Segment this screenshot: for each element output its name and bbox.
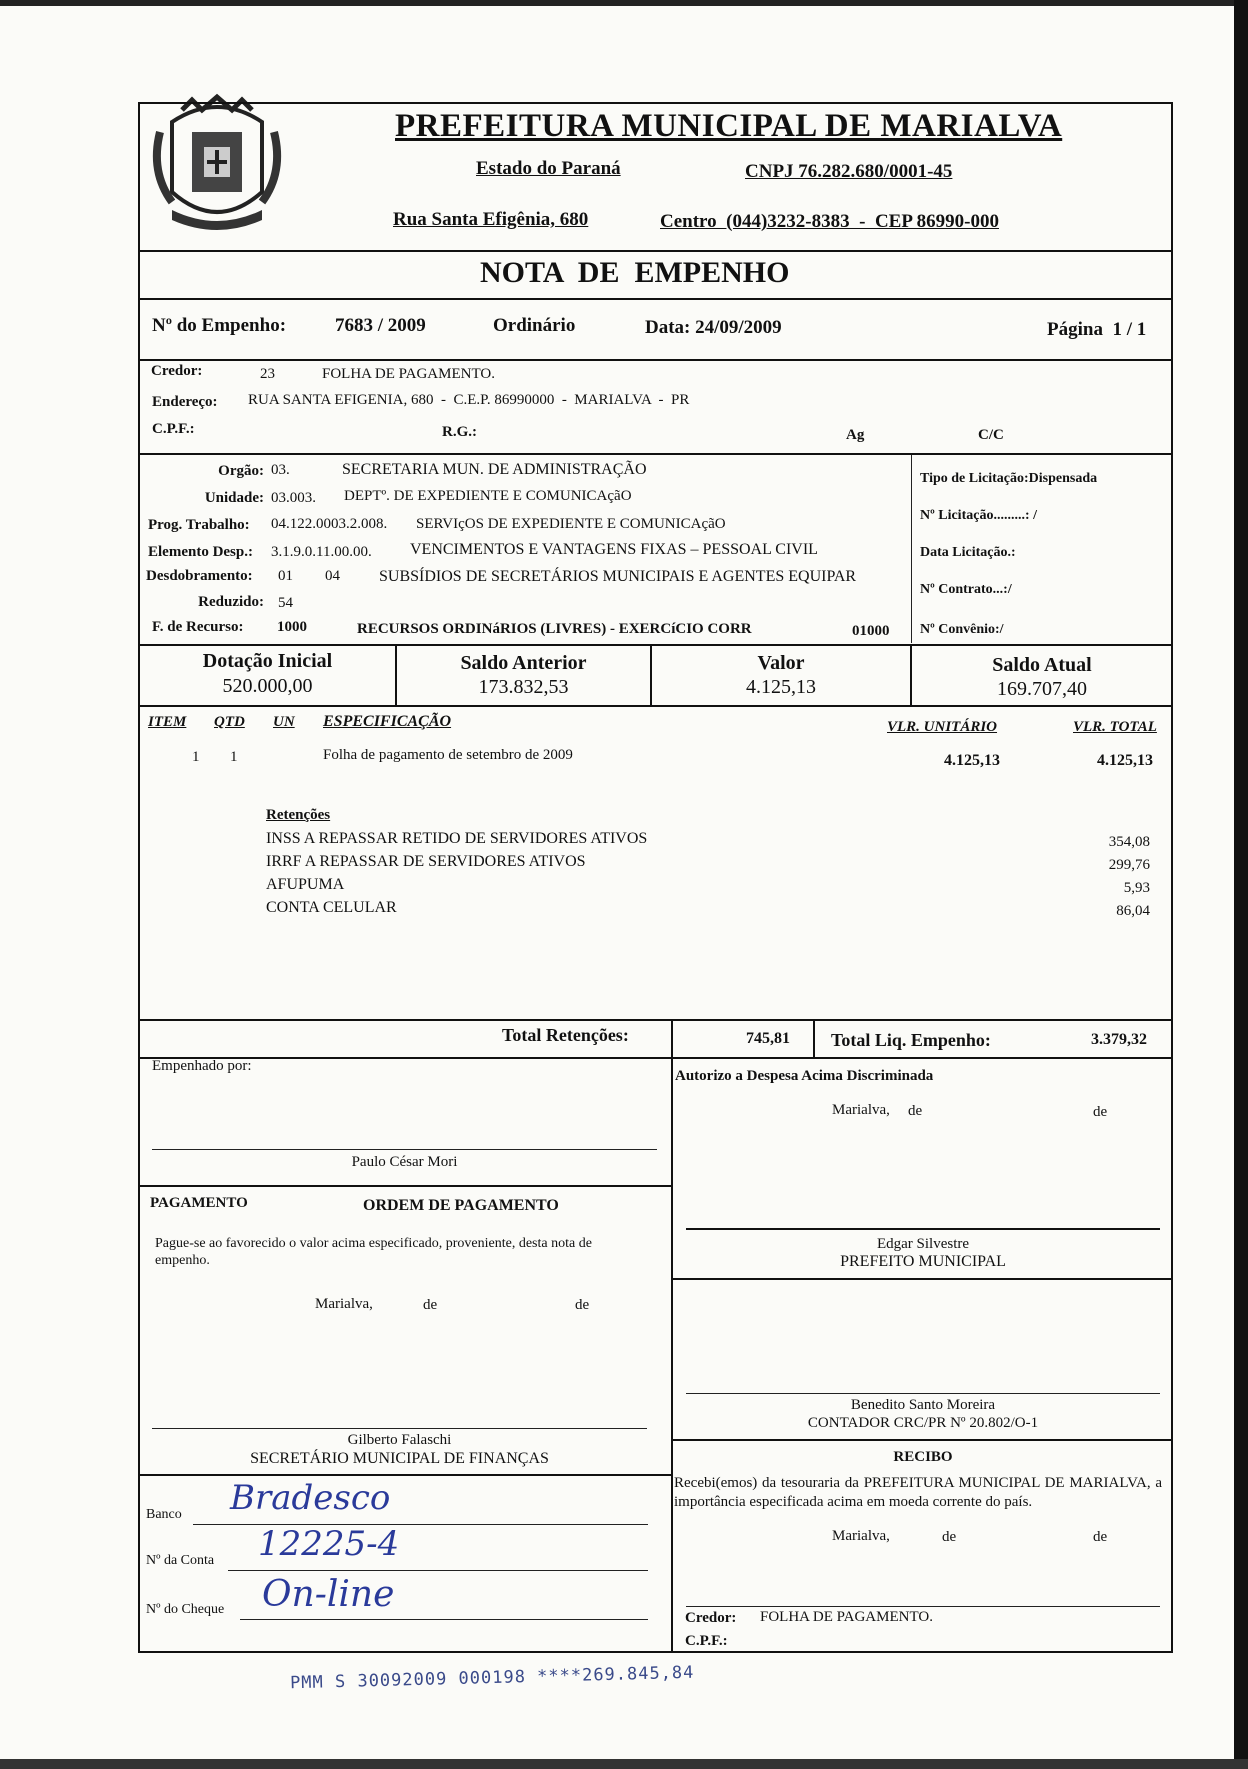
empenho-number-label: Nº do Empenho: — [152, 315, 287, 336]
divider — [138, 1019, 1173, 1021]
pagamento-de-1: de — [423, 1297, 438, 1313]
secretario-name: Gilberto Falaschi — [347, 1432, 452, 1448]
un-header: UN — [273, 714, 295, 730]
credor-name: FOLHA DE PAGAMENTO. — [322, 366, 495, 382]
divider-vertical — [813, 1019, 815, 1059]
prefeito-name: Edgar Silvestre — [876, 1236, 970, 1252]
item-vlr-unitario: 4.125,13 — [944, 752, 1000, 769]
signature-line — [686, 1606, 1160, 1607]
total-liquido-label: Total Liq. Empenho: — [831, 1030, 991, 1050]
divider — [138, 705, 1173, 707]
data-licitacao: Data Licitação.: — [920, 545, 1016, 560]
orgao-label: Orgão: — [218, 463, 264, 479]
desdobramento-code-2: 04 — [325, 568, 340, 584]
pagamento-local: Marialva, — [315, 1296, 373, 1312]
list-item-value: 354,08 — [1108, 834, 1150, 850]
divider — [138, 453, 1173, 455]
ordem-pagamento-title: ORDEM DE PAGAMENTO — [363, 1197, 559, 1214]
orgao-code: 03. — [271, 462, 290, 478]
endereco-value: RUA SANTA EFIGENIA, 680 - C.E.P. 86990000 - MARIALVA - PR — [248, 392, 690, 408]
vlr-total-header: VLR. TOTAL — [1073, 719, 1157, 735]
item-qtd: 1 — [230, 749, 238, 765]
autorizo-text: Autorizo a Despesa Acima Discriminada — [675, 1068, 934, 1084]
autorizo-local: Marialva, — [832, 1102, 890, 1118]
conta-line — [228, 1570, 648, 1571]
document-title: NOTA DE EMPENHO — [480, 256, 790, 289]
saldo-anterior-value: 173.832,53 — [478, 676, 569, 698]
cheque-handwritten: On-line — [262, 1574, 395, 1615]
numero-licitacao: Nº Licitação.........: / — [920, 508, 1037, 523]
dotacao-value: 520.000,00 — [222, 675, 313, 697]
list-item-value: 5,93 — [1123, 880, 1150, 896]
credor-final-label: Credor: — [685, 1610, 737, 1626]
pagamento-label: PAGAMENTO — [150, 1195, 248, 1211]
qtd-header: QTD — [214, 714, 245, 730]
orgao-name: SECRETARIA MUN. DE ADMINISTRAÇÃO — [342, 461, 647, 478]
list-item: IRRF A REPASSAR DE SERVIDORES ATIVOS — [266, 853, 586, 870]
header-address-rest: Centro (044)3232-8383 - CEP 86990-000 — [660, 211, 999, 232]
cc-label: C/C — [978, 427, 1004, 443]
total-retencoes-value: 745,81 — [746, 1030, 790, 1047]
header-cnpj: CNPJ 76.282.680/0001-45 — [745, 161, 953, 182]
empenho-number: 7683 / 2009 — [335, 315, 426, 336]
recibo-de-2: de — [1093, 1529, 1108, 1545]
item-especificacao: Folha de pagamento de setembro de 2009 — [323, 747, 573, 763]
total-liquido-value: 3.379,32 — [1091, 1031, 1147, 1048]
recurso-code-2: 01000 — [852, 623, 890, 639]
header-title: PREFEITURA MUNICIPAL DE MARIALVA — [395, 108, 1063, 144]
page-number: Página 1 / 1 — [1047, 319, 1147, 340]
retencoes-title: Retenções — [266, 807, 331, 823]
list-item: AFUPUMA — [266, 876, 345, 893]
divider — [138, 644, 1173, 646]
divider — [138, 1057, 1173, 1059]
elemento-code: 3.1.9.0.11.00.00. — [271, 544, 372, 560]
recibo-title: RECIBO — [893, 1449, 953, 1465]
divider-vertical — [671, 1019, 673, 1059]
numero-contrato: Nº Contrato...:/ — [920, 582, 1012, 597]
pague-se-text: Pague-se ao favorecido o valor acima especificado, proveniente, desta nota de empenho. — [155, 1236, 592, 1268]
valor-value: 4.125,13 — [746, 676, 816, 698]
rg-label: R.G.: — [442, 424, 477, 440]
signature-line — [152, 1149, 657, 1150]
unidade-name: DEPTº. DE EXPEDIENTE E COMUNICAçãO — [344, 488, 632, 504]
saldo-anterior-label: Saldo Anterior — [460, 652, 587, 674]
prog-label: Prog. Trabalho: — [148, 517, 250, 533]
reduzido-label: Reduzido: — [198, 594, 264, 610]
desdobramento-label: Desdobramento: — [146, 568, 253, 584]
divider — [138, 298, 1173, 300]
item-number: 1 — [192, 749, 200, 765]
endereco-label: Endereço: — [152, 394, 218, 410]
pagamento-de-2: de — [575, 1297, 590, 1313]
vlr-unitario-header: VLR. UNITÁRIO — [887, 719, 998, 735]
saldo-atual-value: 169.707,40 — [997, 678, 1087, 700]
empenho-type: Ordinário — [493, 315, 576, 336]
contador-cargo: CONTADOR CRC/PR Nº 20.802/O-1 — [807, 1415, 1039, 1431]
recibo-local: Marialva, — [832, 1528, 890, 1544]
total-retencoes-label: Total Retenções: — [502, 1025, 629, 1045]
especificacao-header: ESPECIFICAÇÃO — [323, 713, 452, 730]
divider-vertical — [911, 455, 912, 643]
recurso-label: F. de Recurso: — [152, 619, 244, 635]
header-address: Rua Santa Efigênia, 680 — [393, 209, 589, 230]
divider — [138, 359, 1173, 361]
desdobramento-code-1: 01 — [278, 568, 293, 584]
autorizo-de-1: de — [908, 1103, 923, 1119]
prog-code: 04.122.0003.2.008. — [271, 516, 388, 532]
reduzido-value: 54 — [278, 595, 293, 611]
list-item-value: 86,04 — [1116, 903, 1150, 919]
ag-label: Ag — [846, 427, 865, 443]
item-header: ITEM — [148, 714, 187, 730]
bank-stamp: PMM S 30092009 000198 ****269.845,84 — [289, 1662, 695, 1694]
recibo-de-1: de — [942, 1529, 957, 1545]
conta-label: Nº da Conta — [146, 1553, 215, 1568]
divider — [138, 1474, 671, 1476]
divider — [138, 1185, 671, 1187]
scan-edge-top — [0, 0, 1248, 6]
tipo-licitacao: Tipo de Licitação:Dispensada — [920, 471, 1098, 486]
recibo-text: Recebi(emos) da tesouraria da PREFEITURA MUNICIPAL DE MARIALVA, a importância especificada acima em moeda corrente do país. — [674, 1475, 1162, 1510]
numero-convenio: Nº Convênio:/ — [920, 622, 1004, 637]
autorizo-de-2: de — [1093, 1104, 1108, 1120]
desdobramento-name: SUBSÍDIOS DE SECRETÁRIOS MUNICIPAIS E AGENTES EQUIPAR — [379, 568, 857, 585]
cheque-label: Nº do Cheque — [146, 1602, 225, 1617]
conta-handwritten: 12225-4 — [258, 1524, 400, 1564]
secretario-cargo: SECRETÁRIO MUNICIPAL DE FINANÇAS — [250, 1450, 549, 1467]
recurso-name: RECURSOS ORDINáRIOS (LIVRES) - EXERCíCIO CORR — [357, 621, 752, 637]
scan-edge-right — [1234, 0, 1248, 1769]
unidade-label: Unidade: — [204, 490, 264, 506]
prefeito-cargo: PREFEITO MUNICIPAL — [840, 1253, 1006, 1270]
unidade-code: 03.003. — [271, 490, 316, 506]
empenhado-por-label: Empenhado por: — [152, 1058, 252, 1074]
elemento-label: Elemento Desp.: — [148, 544, 253, 560]
signature-line — [686, 1393, 1160, 1394]
list-item-value: 299,76 — [1108, 857, 1150, 873]
elemento-name: VENCIMENTOS E VANTAGENS FIXAS – PESSOAL CIVIL — [410, 541, 818, 558]
empenho-date: Data: 24/09/2009 — [645, 317, 782, 338]
cpf-label: C.P.F.: — [152, 421, 195, 437]
prog-name: SERVIçOS DE EXPEDIENTE E COMUNICAçãO — [416, 516, 726, 532]
banco-handwritten: Bradesco — [230, 1478, 391, 1518]
divider — [671, 1278, 1173, 1280]
empenhado-por-name: Paulo César Mori — [351, 1154, 458, 1170]
valor-label: Valor — [757, 652, 805, 674]
saldo-atual-label: Saldo Atual — [992, 654, 1092, 676]
contador-name: Benedito Santo Moreira — [850, 1397, 996, 1413]
list-item: INSS A REPASSAR RETIDO DE SERVIDORES ATIVOS — [266, 830, 648, 847]
recurso-code: 1000 — [277, 619, 307, 635]
credor-final-name: FOLHA DE PAGAMENTO. — [760, 1609, 933, 1625]
signature-line — [152, 1428, 647, 1429]
divider — [671, 1439, 1173, 1441]
banco-label: Banco — [146, 1507, 182, 1522]
divider — [138, 250, 1173, 252]
item-vlr-total: 4.125,13 — [1097, 752, 1153, 769]
list-item: CONTA CELULAR — [266, 899, 397, 916]
header-estado: Estado do Paraná — [476, 158, 621, 179]
signature-line — [686, 1228, 1160, 1230]
divider-vertical — [671, 1057, 673, 1652]
credor-code: 23 — [260, 366, 275, 382]
credor-label: Credor: — [151, 363, 203, 379]
dotacao-label: Dotação Inicial — [202, 650, 333, 672]
scan-edge-bottom — [0, 1759, 1248, 1769]
credor-final-cpf-label: C.P.F.: — [685, 1633, 728, 1649]
cheque-line — [240, 1619, 648, 1620]
